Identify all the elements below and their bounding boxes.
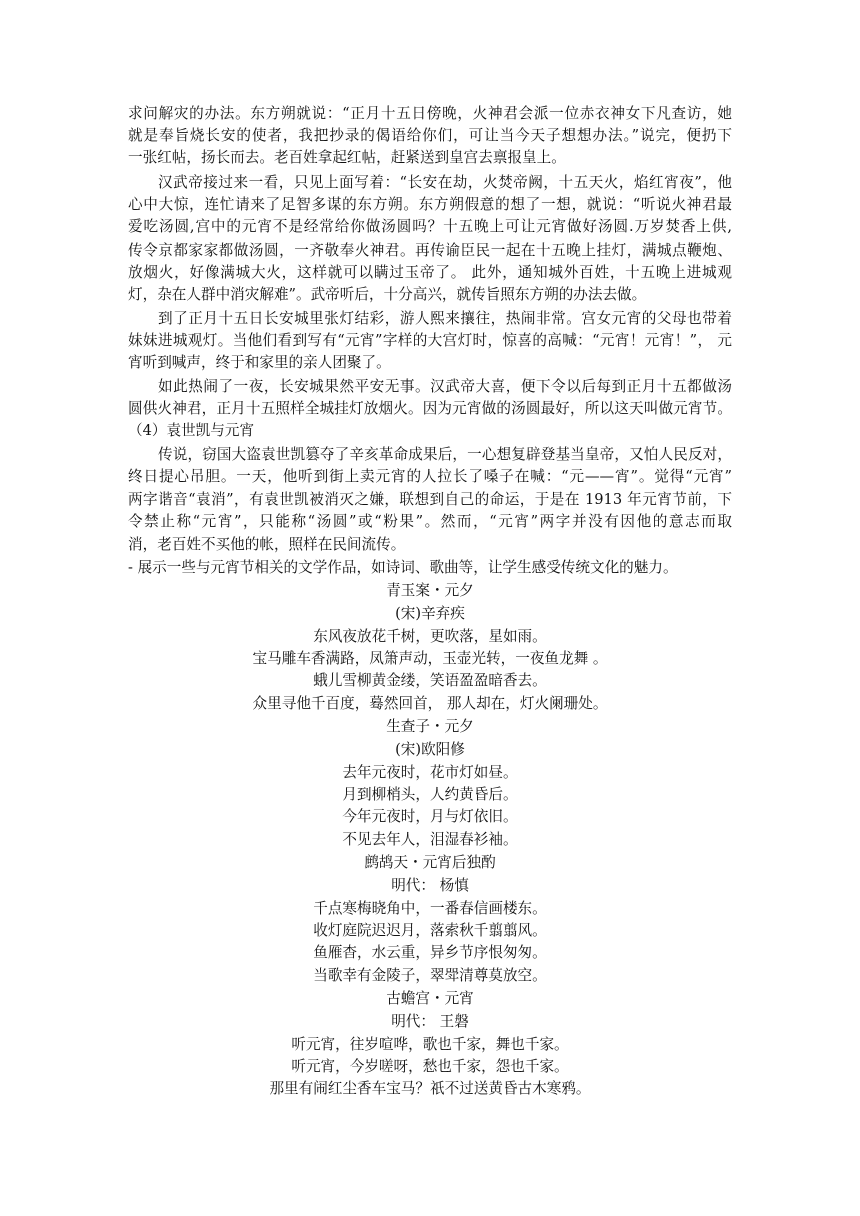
poem-title: 古蟾宫・元宵 bbox=[386, 990, 474, 1007]
body-line: 两字谐音“袁消”，有袁世凯被消灭之嫌，联想到自己的命运，于是在 1913 年元宵节前，下 bbox=[128, 491, 732, 508]
body-line: 到了正月十五日长安城里张灯结彩，游人熙来攘往，热闹非常。宫女元宵的父母也带着 bbox=[158, 310, 732, 327]
poem-line: 东风夜放花千树，更吹落，星如雨。 bbox=[313, 628, 547, 645]
poem-line: 鱼雁杳，水云重，异乡节序恨匆匆。 bbox=[313, 944, 547, 961]
poem-line: 月到柳梢头，人约黄昏后。 bbox=[342, 786, 518, 803]
poem-line: 宝马雕车香满路，凤箫声动，玉壶光转，一夜鱼龙舞 。 bbox=[252, 650, 608, 667]
body-line: 传说，窃国大盗袁世凯篡夺了辛亥革命成果后，一心想复辟登基当皇帝，又怕人民反对， bbox=[158, 446, 732, 463]
body-line: 一张红帖，扬长而去。老百姓拿起红帖，赶紧送到皇宫去禀报皇上。 bbox=[128, 149, 566, 166]
body-line: 消，老百姓不买他的帐，照样在民间流传。 bbox=[128, 536, 406, 553]
poem-line: 听元宵，往岁喧哗，歌也千家，舞也千家。 bbox=[291, 1036, 569, 1053]
poem-line: 那里有闹红尘香车宝马？祇不过送黄昏古木寒鸦。 bbox=[269, 1080, 591, 1097]
poem-title: 鹧鸪天・元宵后独酌 bbox=[364, 854, 496, 871]
body-line: 传令京都家家都做汤圆，一齐敬奉火神君。再传谕臣民一起在十五晚上挂灯，满城点鞭炮、 bbox=[128, 242, 732, 259]
poem-title: 生查子・元夕 bbox=[386, 718, 474, 735]
body-line: 令禁止称“元宵”，只能称“汤圆”或“粉果”。然而，“元宵”两字并没有因他的意志而取 bbox=[128, 513, 732, 530]
poem-line: 去年元夜时，花市灯如昼。 bbox=[342, 764, 518, 781]
body-line: 灯，杂在人群中消灾解难”。武帝听后，十分高兴，就传旨照东方朔的办法去做。 bbox=[128, 286, 647, 303]
poem-author: (宋)欧阳修 bbox=[395, 741, 465, 758]
poem-line: 众里寻他千百度，蓦然回首， 那人却在，灯火阑珊处。 bbox=[252, 695, 608, 712]
body-line: 求问解灾的办法。东方朔就说：“正月十五日傍晚，火神君会派一位赤衣神女下凡查访，她 bbox=[128, 105, 732, 122]
body-line: 就是奉旨烧长安的使者，我把抄录的偈语给你们，可让当今天子想想办法。”说完，便扔下 bbox=[128, 127, 732, 144]
body-line: 圆供火神君，正月十五照样全城挂灯放烟火。因为元宵做的汤圆最好，所以这天叫做元宵节。 bbox=[128, 400, 732, 417]
poem-line: 当歌幸有金陵子，翠斝清尊莫放空。 bbox=[313, 967, 547, 984]
body-line: 汉武帝接过来一看，只见上面写着：“长安在劫，火焚帝阙，十五天火，焰红宵夜”，他 bbox=[158, 174, 732, 191]
poem-author: 明代： 杨慎 bbox=[391, 877, 469, 894]
poem-line: 听元宵，今岁嗟呀，愁也千家，怨也千家。 bbox=[291, 1058, 569, 1075]
poem-line: 千点寒梅晓角中，一番春信画楼东。 bbox=[313, 900, 547, 917]
poem-line: 今年元夜时，月与灯依旧。 bbox=[342, 808, 518, 825]
body-line: 如此热闹了一夜，长安城果然平安无事。汉武帝大喜，便下令以后每到正月十五都做汤 bbox=[158, 378, 732, 395]
poem-author: (宋)辛弃疾 bbox=[395, 605, 465, 622]
section-heading: （4）袁世凯与元宵 bbox=[128, 422, 255, 439]
body-line: 终日提心吊胆。一天，他听到街上卖元宵的人拉长了嗓子在喊：“元——宵”。觉得“元宵” bbox=[128, 468, 732, 485]
body-line: 心中大惊，连忙请来了足智多谋的东方朔。东方朔假意的想了一想，就说：“听说火神君最 bbox=[128, 196, 732, 213]
bullet-line: - 展示一些与元宵节相关的文学作品，如诗词、歌曲等，让学生感受传统文化的魅力。 bbox=[128, 559, 678, 576]
body-line: 宵听到喊声，终于和家里的亲人团聚了。 bbox=[128, 354, 391, 371]
body-line: 爱吃汤圆,宫中的元宵不是经常给你做汤圆吗？十五晚上可让元宵做好汤圆.万岁焚香上供, bbox=[128, 218, 732, 235]
poem-author: 明代： 王磐 bbox=[391, 1013, 469, 1030]
body-line: 妹妹进城观灯。当他们看到写有“元宵”字样的大宫灯时，惊喜的高喊：“元宵！元宵！”， 元 bbox=[128, 332, 732, 349]
poem-line: 蛾儿雪柳黄金缕，笑语盈盈暗香去。 bbox=[313, 672, 547, 689]
poem-title: 青玉案・元夕 bbox=[386, 582, 474, 599]
body-line: 放烟火，好像满城大火，这样就可以瞒过玉帝了。 此外，通知城外百姓，十五晚上进城观 bbox=[128, 264, 732, 281]
poem-line: 不见去年人，泪湿春衫袖。 bbox=[342, 831, 518, 848]
poem-line: 收灯庭院迟迟月，落索秋千翦翦风。 bbox=[313, 922, 547, 939]
